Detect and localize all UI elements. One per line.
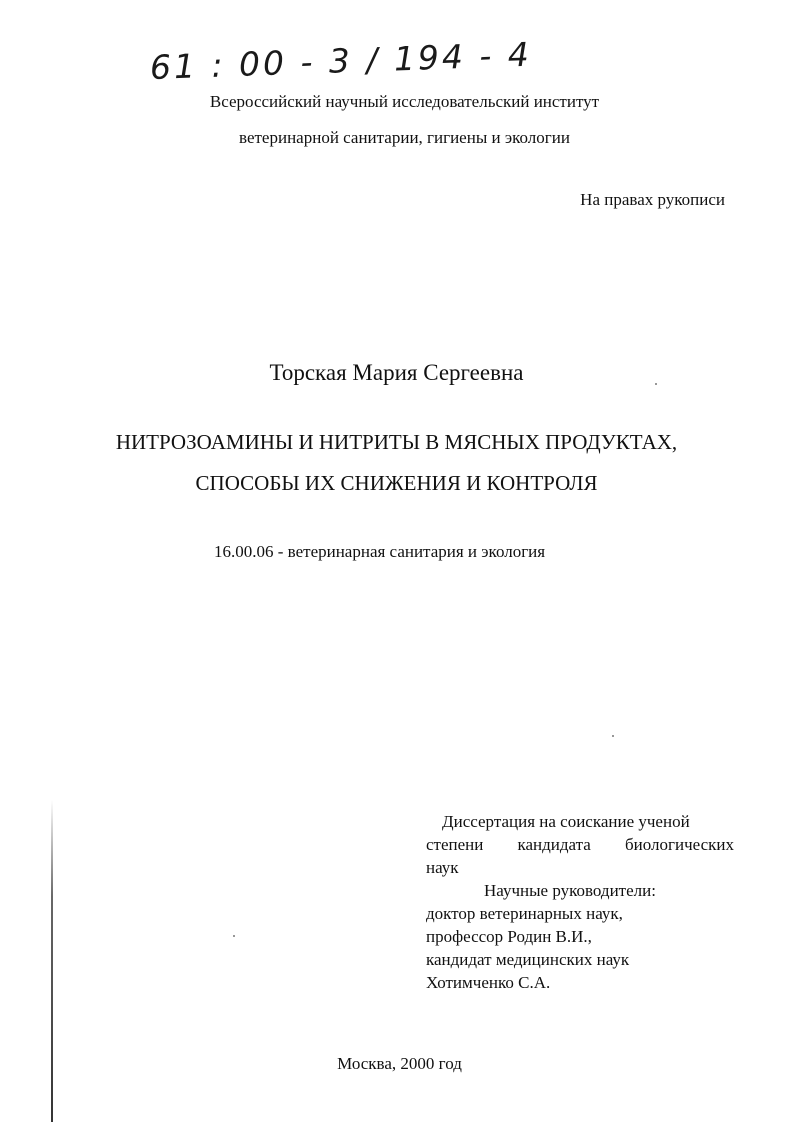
dissertation-line-1: Диссертация на соискание ученой <box>442 812 690 831</box>
supervisor-2-degree: кандидат медицинских наук <box>426 950 630 969</box>
specialty-code: 16.00.06 - ветеринарная санитария и экология <box>214 542 546 561</box>
scan-speck <box>655 383 657 385</box>
institution-line-1: Всероссийский научный исследовательский институт <box>209 92 600 111</box>
supervisor-2-name: Хотимченко С.А. <box>426 973 551 992</box>
supervisor-1-degree: доктор ветеринарных наук, <box>426 904 623 923</box>
author-name: Торская Мария Сергеевна <box>269 360 524 385</box>
dissertation-line-2: степени кандидата биологических <box>426 835 734 854</box>
supervisors-heading: Научные руководители: <box>484 881 656 900</box>
institution-line-2: ветеринарной санитарии, гигиены и экологии <box>239 128 570 147</box>
rights-notice: На правах рукописи <box>580 190 725 209</box>
supervisor-1-name: профессор Родин В.И., <box>426 927 592 946</box>
dissertation-line-3: наук <box>426 858 459 877</box>
title-line-2: СПОСОБЫ ИХ СНИЖЕНИЯ И КОНТРОЛЯ <box>195 471 598 495</box>
scan-speck <box>233 935 235 937</box>
city-year: Москва, 2000 год <box>337 1054 462 1073</box>
scan-speck <box>612 735 614 737</box>
handwritten-catalog-code: 61 : 00 - 3 / 194 - 4 <box>149 34 533 87</box>
dissertation-block <box>426 810 734 994</box>
title-line-1: НИТРОЗОАМИНЫ И НИТРИТЫ В МЯСНЫХ ПРОДУКТАХ, <box>115 430 678 454</box>
